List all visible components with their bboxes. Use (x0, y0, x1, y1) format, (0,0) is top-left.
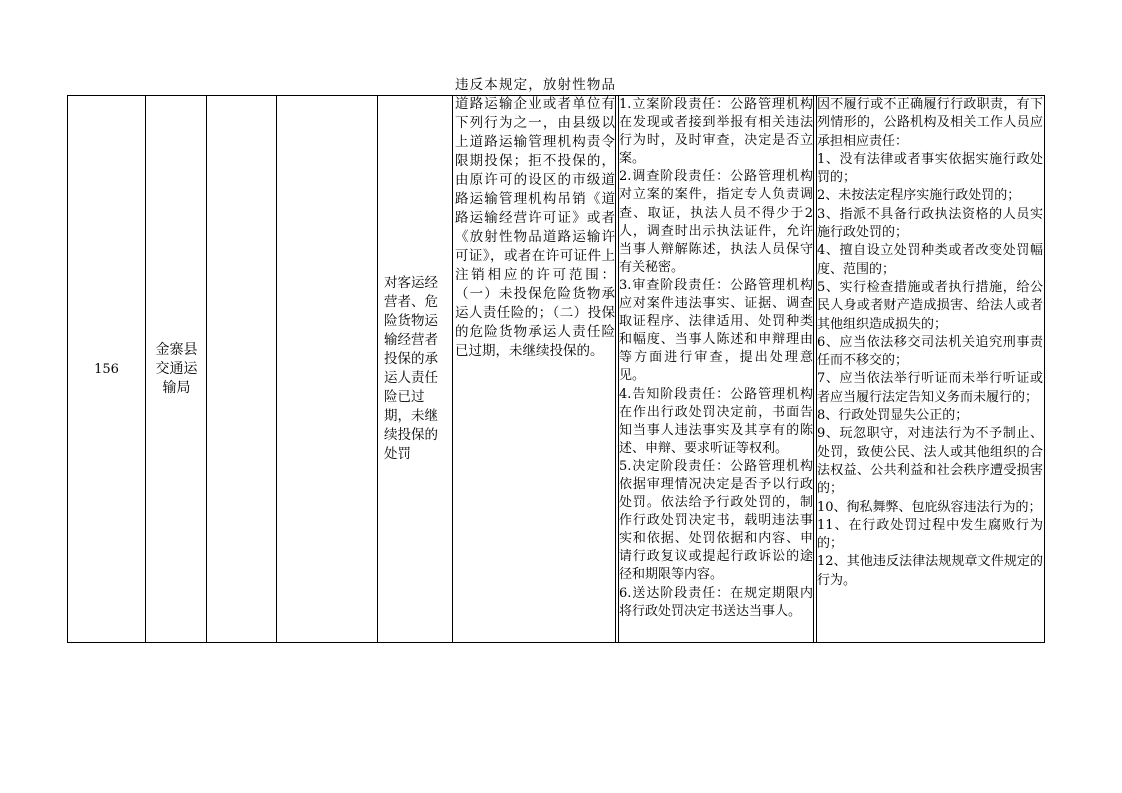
responsibility-step: 6.送达阶段责任：在规定期限内将行政处罚决定书送达当事人。 (619, 585, 813, 619)
accountability-item: 12、其他违反法律法规规章文件规定的行为。 (817, 554, 1043, 588)
responsibility-step: 5.决定阶段责任：公路管理机构依据审理情况决定是否予以行政处罚。依法给予行政处罚的，制作行政处罚决定书，载明违法事实和依据、处罚依据和内容、申请行政复议或提起行政诉讼的途径和期限等内容。 (619, 458, 813, 583)
legal-basis-text: 违反本规定，放射性物品道路运输企业或者单位有下列行为之一，由县级以上道路运输管理机构责令限期投保；拒不投保的，由原许可的设区的市级道路运输管理机构吊销《道路运输经营许可证》或者《放射性物品道路运输许可证》，或者在许可证件上注销相应的许可范围：（一）未投保危险货物承运人责任险的；（二）投保的危险货物承运人责任险已过期，未继续投保的。 (455, 77, 615, 359)
accountability-item: 3、指派不具备行政执法资格的人员实施行政处罚的； (817, 206, 1043, 241)
accountability-item: 6、应当依法移交司法机关追究刑事责任而不移交的； (817, 334, 1043, 369)
legal-basis-cell (455, 76, 615, 642)
accountability-cell (817, 96, 1043, 642)
column-divider (206, 95, 207, 643)
department-name-line: 交通运 (155, 360, 198, 377)
accountability-intro: 因不履行或不正确履行行政职责，有下列情形的，公路机构及相关工作人员应承担相应责任： (817, 97, 1043, 149)
accountability-item: 10、徇私舞弊、包庇纵容违法行为的； (817, 499, 1042, 515)
responsibility-step: 4.告知阶段责任：公路管理机构在作出行政处罚决定前，书面告知当事人违法事实及其享有的陈述、申辩、要求听证等权利。 (619, 386, 813, 456)
column-divider (452, 95, 453, 643)
serial-number: 156 (94, 361, 119, 377)
accountability-item: 8、行政处罚显失公正的； (817, 408, 969, 424)
responsibility-step: 1.立案阶段责任：公路管理机构在发现或者接到举报有相关违法行为时，及时审查，决定是否立案。 (619, 97, 813, 167)
accountability-item: 2、未按法定程序实施行政处罚的； (817, 188, 1021, 204)
column-divider (145, 95, 146, 643)
accountability-item: 1、没有法律或者事实依据实施行政处罚的； (817, 151, 1043, 186)
accountability-item: 7、应当依法举行听证而未举行听证或者应当履行法定告知义务而未履行的； (817, 371, 1043, 405)
accountability-item: 4、擅自设立处罚种类或者改变处罚幅度、范围的； (817, 243, 1043, 277)
serial-number-cell (68, 96, 145, 642)
accountability-item: 11、在行政处罚过程中发生腐败行为的； (817, 517, 1043, 552)
responsibility-step: 2.调查阶段责任：公路管理机构对立案的案件，指定专人负责调查、取证，执法人员不得少于2人，调查时出示执法证件，允许当事人辩解陈述，执法人员保守有关秘密。 (619, 169, 813, 275)
column-divider (276, 95, 277, 643)
accountability-item: 9、玩忽职守，对违法行为不予制止、处罚，致使公民、法人或其他组织的合法权益、公共利益和社会秩序遭受损害的； (817, 426, 1043, 497)
accountability-item: 5、实行检查措施或者执行措施，给公民人身或者财产造成损害、给法人或者其他组织造成损失的； (817, 279, 1043, 332)
responsibility-cell (619, 96, 813, 644)
column-divider (377, 95, 378, 643)
responsibility-step: 3.审查阶段责任：公路管理机构应对案件违法事实、证据、调查取证程序、法律适用、处罚种类和幅度、当事人陈述和申辩理由等方面进行审查，提出处理意见。 (619, 277, 813, 384)
penalty-item-name: 对客运经营者、危险货物运输经营者投保的承运人责任险已过期，未继续投保的处罚 (384, 275, 438, 462)
penalty-item-cell (379, 96, 451, 642)
department-name-line: 金寨县 (155, 341, 198, 358)
department-cell (147, 96, 206, 642)
department-name-line: 输局 (162, 379, 191, 396)
